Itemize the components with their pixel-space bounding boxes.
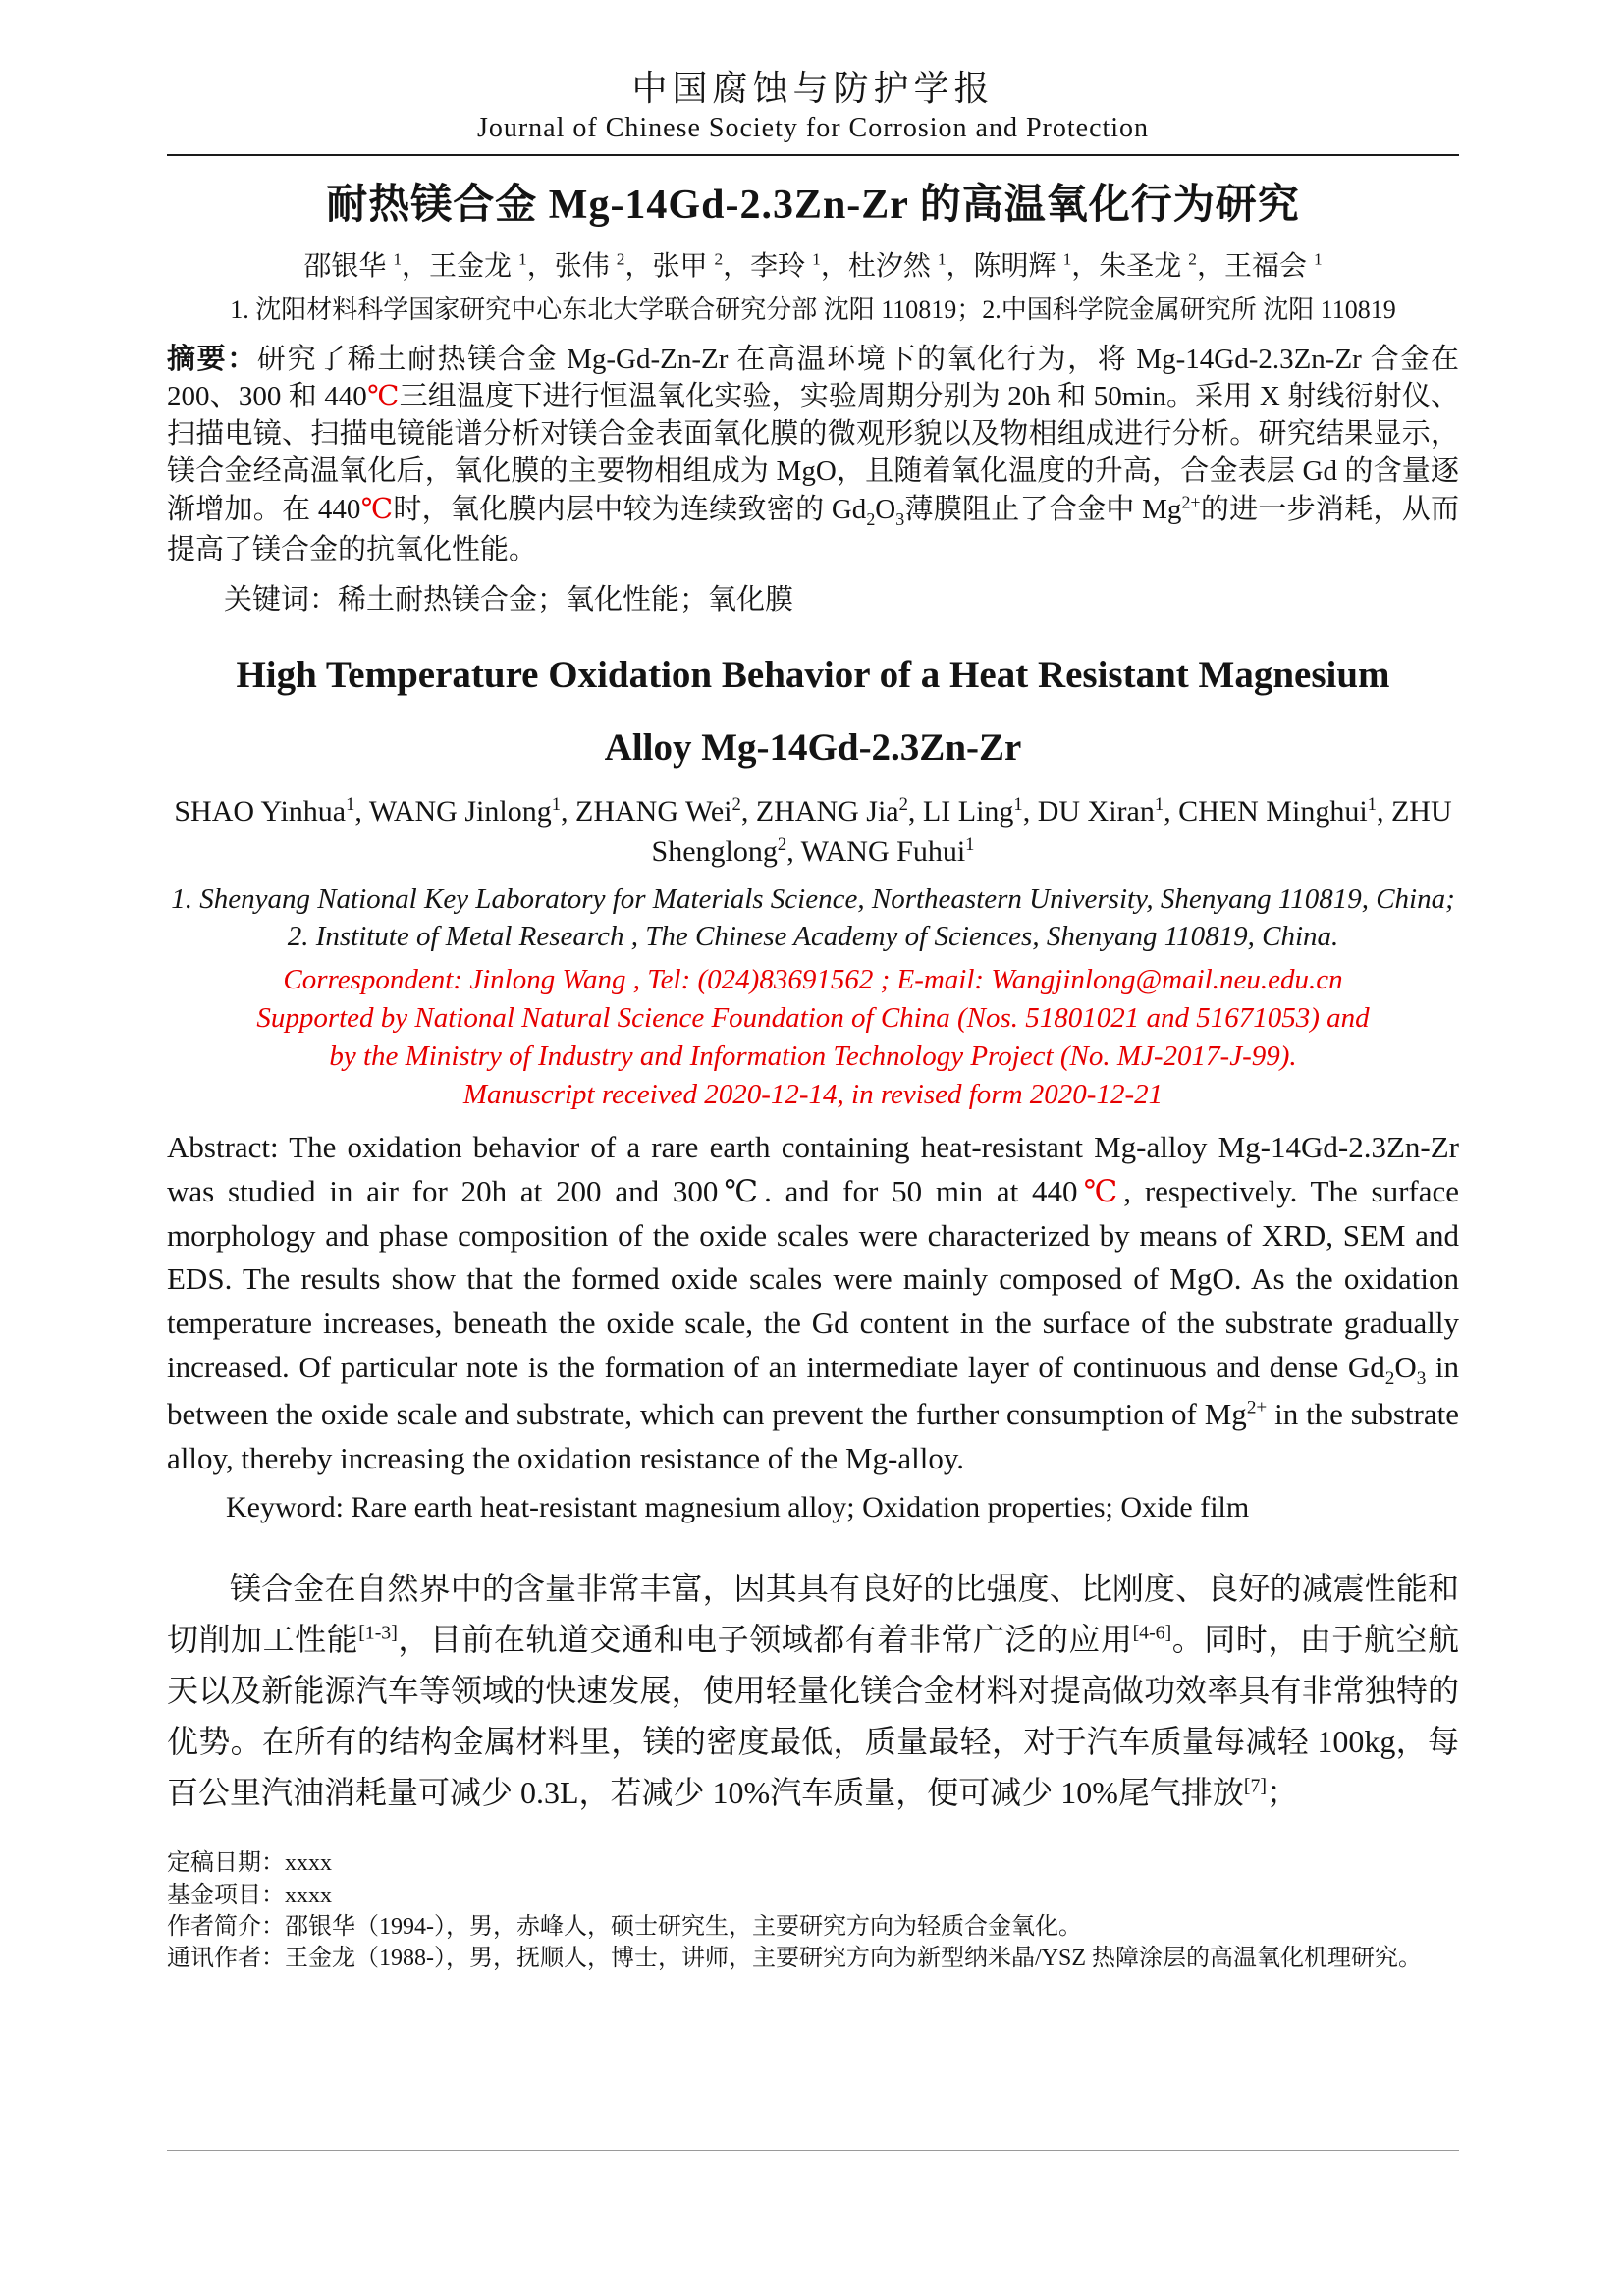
footnote-author-bio: 作者简介：邵银华（1994-），男，赤峰人，硕士研究生，主要研究方向为轻质合金氧化。 xyxy=(167,1913,1082,1940)
correspondence-block xyxy=(167,961,1459,1113)
footnotes-block xyxy=(167,1847,1459,1974)
footer-rule xyxy=(167,2150,1459,2151)
body-paragraph-cn: 镁合金在自然界中的含量非常丰富，因其具有良好的比强度、比刚度、良好的减震性能和切削加工性能[1-3]，目前在轨道交通和电子领域都有着非常广泛的应用[4-6]。同时，由于航空航天以及新能源汽车等领域的快速发展，使用轻量化镁合金材料对提高做功效率具有非常独特的优势。在所有的结构金属材料里，镁的密度最低，质量最轻，对于汽车质量每减轻 100kg，每百公里汽油消耗量可减少 0.3L，若减少 10%汽车质量，便可减少 10%尾气排放[7]； xyxy=(167,1571,1459,1810)
journal-title-en: Journal of Chinese Society for Corrosion and Protection xyxy=(476,113,1150,143)
funding-line-2: by the Ministry of Industry and Information Technology Project (No. MJ-2017-J-99). xyxy=(329,1040,1297,1072)
authors-cn: 邵银华 $^1$，王金龙 $^1$，张伟 $^2$，张甲 $^2$，李玲 $^1$，杜汐然 $^1$，陈明辉 $^1$，朱圣龙 $^2$，王福会 $^1$ xyxy=(303,249,1323,282)
paper-title-cn: 耐热镁合金 Mg-14Gd-2.3Zn-Zr 的高温氧化行为研究 xyxy=(326,183,1300,228)
keywords-en: Keyword: Rare earth heat-resistant magnesium alloy; Oxidation properties; Oxide film xyxy=(226,1491,1250,1524)
journal-title-cn: 中国腐蚀与防护学报 xyxy=(631,69,995,108)
affiliation-cn: 1. 沈阳材料科学国家研究中心东北大学联合研究分部 沈阳 110819；2.中国科学院金属研究所 沈阳 110819 xyxy=(230,295,1396,324)
authors-en: SHAO Yinhua$^1$, WANG Jinlong$^1$, ZHANG Wei$^2$, ZHANG Jia$^2$, LI Ling$^1$, DU Xiran$^1$, CHEN Minghui$^1$, ZHU Shenglong$^2$, WANG Fuhui$^1$ xyxy=(174,793,1452,869)
abstract-en: Abstract: The oxidation behavior of a rare earth containing heat-resistant Mg-alloy Mg-14Gd-2.3Zn-Zr was studied in air for 20h at 200 and 300℃. and for 50 min at 440℃, respectively. The surface morphology and phase composition of the oxide scales were characterized by means of XRD, SEM and EDS. The results show that the formed oxide scales were mainly composed of MgO. As the oxidation temperature increases, beneath the oxide scale, the Gd content in the surface of the substrate gradually increased. Of particular note is the formation of an intermediate layer of continuous and dense $Gd_2O_3$ in between the oxide scale and substrate, which can prevent the further consumption of $Mg^{2+}$ in the substrate alloy, thereby increasing the oxidation resistance of the Mg-alloy. xyxy=(167,1129,1460,1476)
keywords-cn: 关键词：稀土耐热镁合金；氧化性能；氧化膜 xyxy=(224,583,794,615)
footnote-fund-project: 基金项目：xxxx xyxy=(167,1882,332,1908)
abstract-cn: 摘要：研究了稀土耐热镁合金 Mg-Gd-Zn-Zr 在高温环境下的氧化行为，将 Mg-14Gd-2.3Zn-Zr 合金在 200、300 和 440℃三组温度下进行恒温氧化实验，实验周期分别为 20h 和 50min。采用 X 射线衍射仪、扫描电镜、扫描电镜能谱分析对镁合金表面氧化膜的微观形貌以及物相组成进行分析。研究结果显示，镁合金经高温氧化后，氧化膜的主要物相组成为 MgO，且随着氧化温度的升高，合金表层 Gd 的含量逐渐增加。在 440℃时，氧化膜内层中较为连续致密的 $Gd_2O_3$薄膜阻止了合金中 $Mg^{2+}$的进一步消耗，从而提高了镁合金的抗氧化性能。 xyxy=(167,343,1459,566)
header-rule xyxy=(167,154,1459,156)
footnote-final-date: 定稿日期：xxxx xyxy=(167,1850,332,1877)
affiliation-en: 1. Shenyang National Key Laboratory for Materials Science, Northeastern University, Shenyang 110819, China; 2. Institute of Metal Research , The Chinese Academy of Sciences, Shenyang 110819, China. xyxy=(171,882,1455,952)
paper-title-en-line1: High Temperature Oxidation Behavior of a Heat Resistant Magnesium xyxy=(236,653,1390,696)
manuscript-history-line: Manuscript received 2020-12-14, in revised form 2020-12-21 xyxy=(462,1078,1164,1110)
paper-title-en-line2: Alloy Mg-14Gd-2.3Zn-Zr xyxy=(604,726,1022,770)
funding-line-1: Supported by National Natural Science Foundation of China (Nos. 51801021 and 51671053) and xyxy=(256,1002,1370,1035)
footnote-corresponding-author: 通讯作者：王金龙（1988-），男，抚顺人，博士，讲师，主要研究方向为新型纳米晶/YSZ 热障涂层的高温氧化机理研究。 xyxy=(167,1945,1422,1971)
paper-title-en xyxy=(167,651,1459,774)
correspondent-line: Correspondent: Jinlong Wang , Tel: (024)83691562 ; E-mail: Wangjinlong@mail.neu.edu.cn xyxy=(283,964,1343,996)
